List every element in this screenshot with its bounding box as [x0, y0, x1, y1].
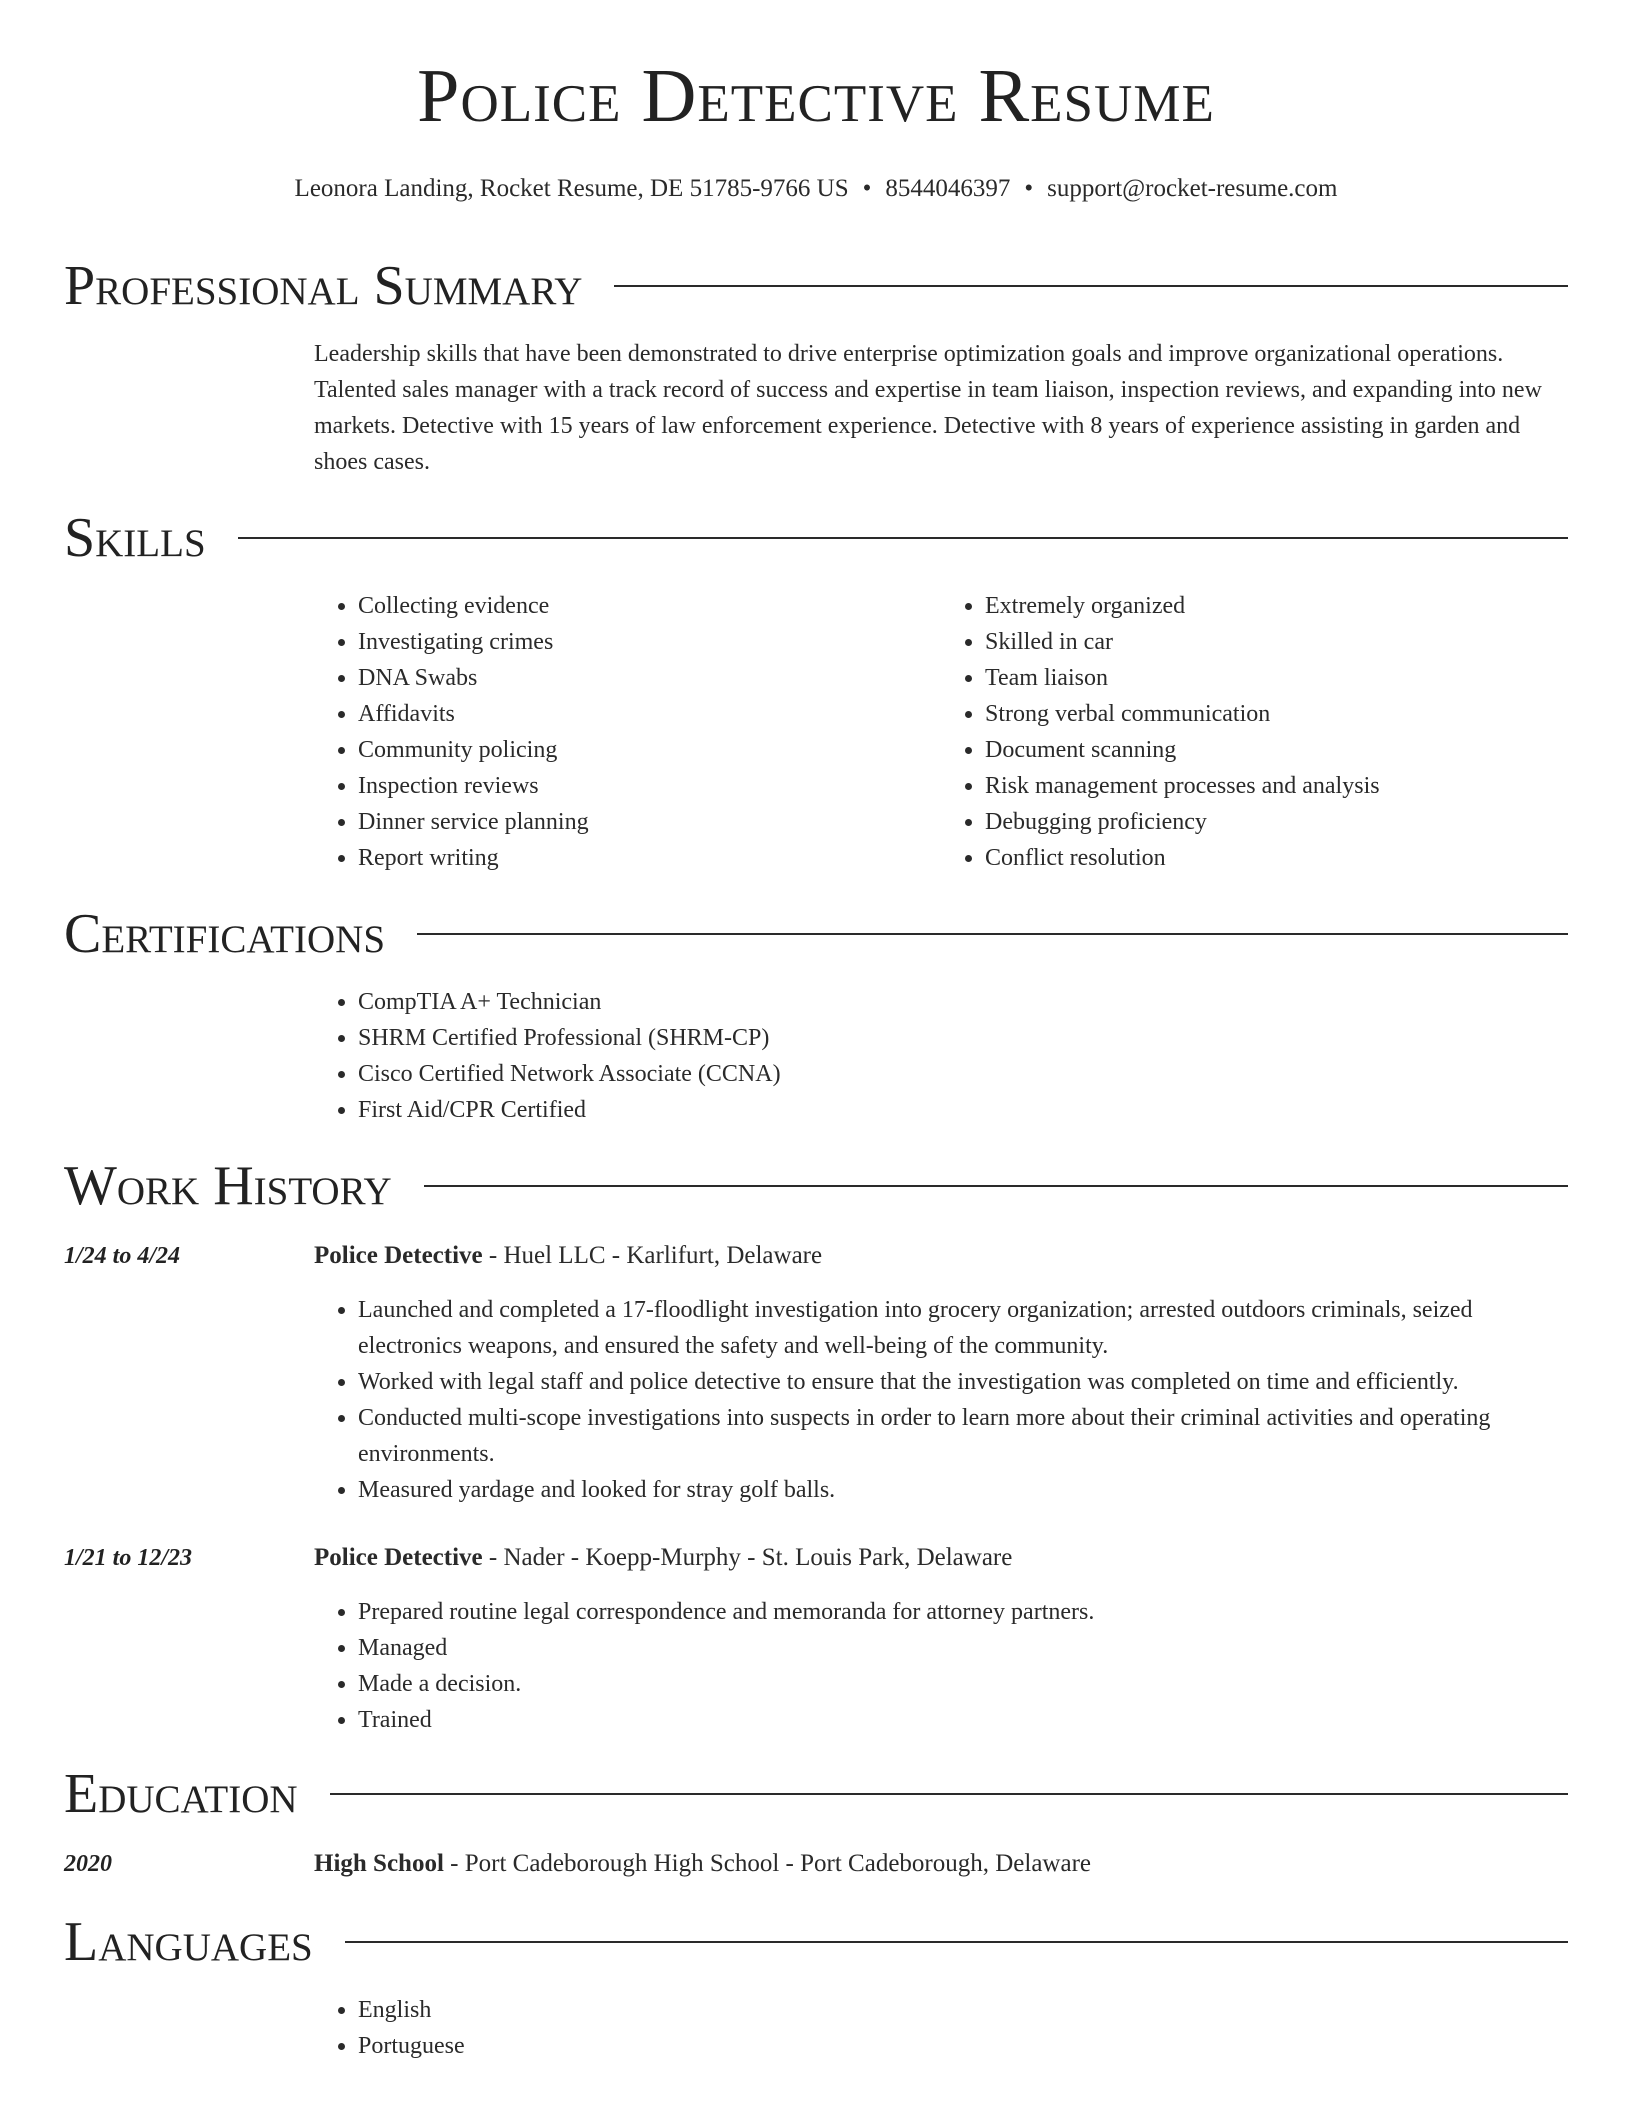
job-dates: 1/21 to 12/23: [64, 1545, 193, 1571]
list-item: • Trained: [358, 1702, 1568, 1738]
section-rule: [614, 285, 1568, 287]
section-title: Education: [64, 1763, 298, 1825]
list-item: • Risk management processes and analysis: [985, 768, 1568, 804]
list-item: • Debugging proficiency: [985, 804, 1568, 840]
section-rule: [417, 933, 1568, 935]
job-bullets: [314, 1594, 1568, 1738]
skills-column-left: [314, 588, 941, 876]
list-item: • Document scanning: [985, 732, 1568, 768]
section-rule: [330, 1793, 1568, 1795]
skills-column-right: [941, 588, 1568, 876]
list-item: • Made a decision.: [358, 1666, 1568, 1702]
list-item: • Worked with legal staff and police detective to ensure that the investigation was completed on time and efficiently.: [358, 1364, 1568, 1400]
section-rule: [238, 537, 1568, 539]
summary-text: Leadership skills that have been demonstrated to drive enterprise optimization goals and improve organizational operations. Talented sales manager with a track record of success and expertise in team liaison, inspection reviews, and expanding into new markets. Detective with 15 years of law enforcement experience. Detective with 8 years of experience assisting in garden and shoes cases.: [314, 341, 1542, 475]
list-item: • Extremely organized: [985, 588, 1568, 624]
section-heading-languages: [64, 1912, 1568, 1972]
list-item: • Cisco Certified Network Associate (CCNA): [358, 1056, 1568, 1092]
list-item: • Inspection reviews: [358, 768, 941, 804]
list-item: • Team liaison: [985, 660, 1568, 696]
contact-address: Leonora Landing, Rocket Resume, DE 51785-9766 US: [294, 175, 849, 202]
list-item: • Affidavits: [358, 696, 941, 732]
education-line: [314, 1846, 1091, 1882]
page-title: Police Detective Resume: [417, 54, 1215, 138]
job-role: Police Detective: [314, 1242, 483, 1269]
job-title-line: [314, 1540, 1012, 1576]
certifications-list: [314, 984, 1568, 1128]
list-item: • Dinner service planning: [358, 804, 941, 840]
education-year: 2020: [64, 1851, 112, 1877]
list-item: • Conflict resolution: [985, 840, 1568, 876]
list-item: • Community policing: [358, 732, 941, 768]
job-bullets: [314, 1292, 1568, 1508]
list-item: • CompTIA A+ Technician: [358, 984, 1568, 1020]
skills-list: [314, 588, 1568, 876]
section-rule: [345, 1941, 1568, 1943]
list-item: • Prepared routine legal correspondence and memoranda for attorney partners.: [358, 1594, 1568, 1630]
list-item: • Measured yardage and looked for stray golf balls.: [358, 1472, 1568, 1508]
list-item: • Investigating crimes: [358, 624, 941, 660]
list-item: • Launched and completed a 17-floodlight investigation into grocery organization; arrested outdoors criminals, seized electronics weapons, and ensured the safety and well-being of the community.: [358, 1292, 1568, 1364]
list-item: • Strong verbal communication: [985, 696, 1568, 732]
contact-phone: 8544046397: [885, 175, 1011, 202]
section-rule: [424, 1185, 1568, 1187]
section-title: Languages: [64, 1911, 313, 1973]
section-heading-work-history: [64, 1156, 1568, 1216]
education-degree: High School: [314, 1850, 444, 1877]
list-item: • Collecting evidence: [358, 588, 941, 624]
list-item: • Managed: [358, 1630, 1568, 1666]
job-details: - Nader - Koepp-Murphy - St. Louis Park, Delaware: [482, 1544, 1013, 1571]
section-title: Skills: [64, 507, 206, 569]
list-item: • SHRM Certified Professional (SHRM-CP): [358, 1020, 1568, 1056]
job-dates: 1/24 to 4/24: [64, 1243, 181, 1269]
contact-line: [0, 176, 1632, 201]
job-role: Police Detective: [314, 1544, 483, 1571]
section-heading-certifications: [64, 904, 1568, 964]
section-heading-summary: [64, 256, 1568, 316]
list-item: • Skilled in car: [985, 624, 1568, 660]
job-details: - Huel LLC - Karlifurt, Delaware: [482, 1242, 823, 1269]
section-heading-education: [64, 1764, 1568, 1824]
list-item: • Report writing: [358, 840, 941, 876]
section-title: Work History: [64, 1155, 392, 1217]
contact-separator: •: [862, 175, 872, 202]
languages-list: [314, 1992, 1568, 2064]
section-title: Certifications: [64, 903, 386, 965]
list-item: • Portuguese: [358, 2028, 1568, 2064]
section-title: Professional Summary: [64, 255, 583, 317]
list-item: • Conducted multi-scope investigations into suspects in order to learn more about their criminal activities and operating environments.: [358, 1400, 1568, 1472]
contact-separator: •: [1024, 175, 1034, 202]
job-title-line: [314, 1238, 822, 1274]
education-details: - Port Cadeborough High School - Port Cadeborough, Delaware: [443, 1850, 1092, 1877]
section-heading-skills: [64, 508, 1568, 568]
contact-email: support@rocket-resume.com: [1047, 175, 1338, 202]
list-item: • First Aid/CPR Certified: [358, 1092, 1568, 1128]
list-item: • DNA Swabs: [358, 660, 941, 696]
list-item: • English: [358, 1992, 1568, 2028]
